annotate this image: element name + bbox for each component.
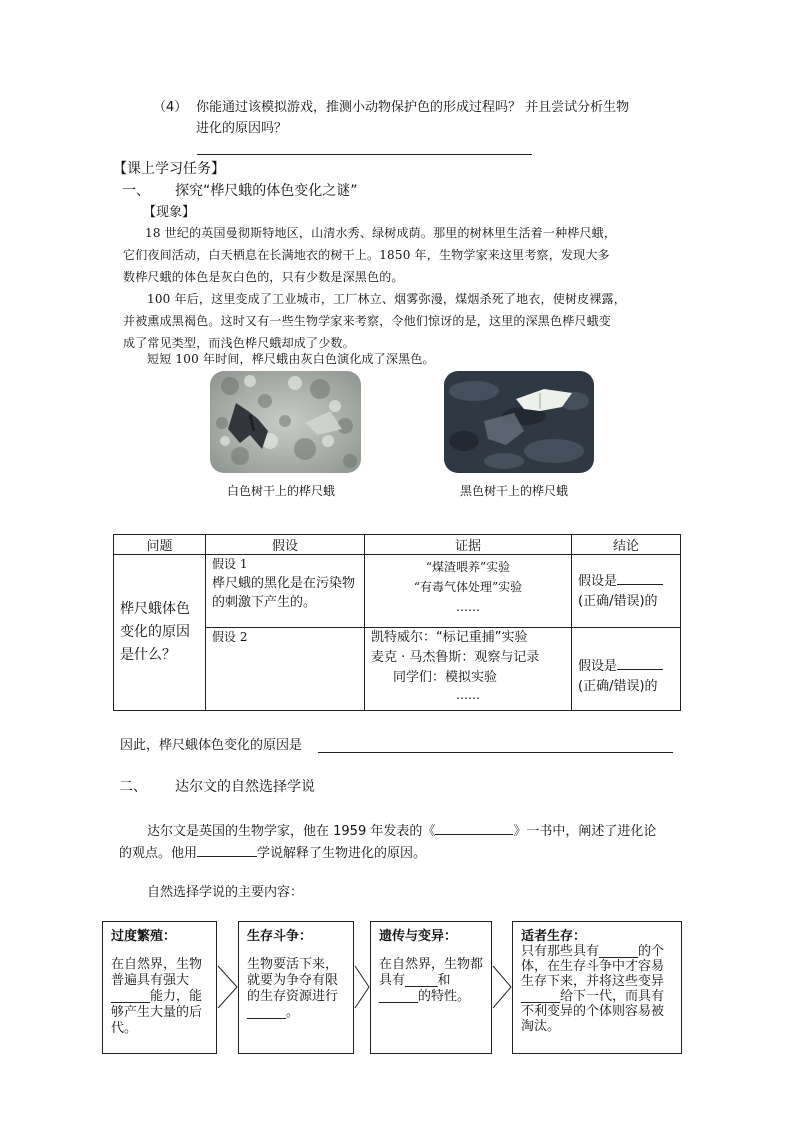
box-struggle xyxy=(238,921,354,1054)
evidence-item: 凯特威尔：“标记重捕”实验 xyxy=(371,630,528,645)
moth-on-white-trunk-photo xyxy=(210,371,361,473)
evidence-item: “有毒气体处理”实验 xyxy=(413,580,523,594)
header-conclusion: 结论 xyxy=(572,535,681,555)
box-body: 在自然界，生物都具有_____和______的特性。 xyxy=(379,957,484,1004)
darwin-text: 达尔文是英国的生物学家，他在 1959 年发表的《 xyxy=(147,824,436,839)
header-hypothesis: 假设 xyxy=(206,535,365,555)
hypothesis-2-cell xyxy=(206,628,365,711)
phenomenon-label: 【现象】 xyxy=(143,205,196,220)
box-title: 生存斗争： xyxy=(247,929,313,944)
conclusion-suffix: (正确/错误)的 xyxy=(578,594,658,609)
question-line-2: 进化的原因吗？ xyxy=(196,121,288,136)
theory-blank xyxy=(197,842,257,857)
arrow-right-icon xyxy=(217,965,239,1009)
box-body: 在自然界，生物普遍具有强大______能力，能够产生大量的后代。 xyxy=(111,957,203,1036)
section-2-title: 达尔文的自然选择学说 xyxy=(175,779,315,795)
darwin-paragraph-line-1 xyxy=(147,820,656,841)
question-cell: 桦尺蛾体色变化的原因是什么？ xyxy=(114,555,206,711)
para2-line: 100 年后，这里变成了工业城市，工厂林立、烟雾弥漫，煤烟杀死了地衣，使树皮裸露， xyxy=(147,292,626,306)
book-title-blank xyxy=(435,820,513,835)
conclusion-1-cell xyxy=(572,555,681,628)
question-number: （4） xyxy=(153,100,188,115)
main-content-label: 自然选择学说的主要内容： xyxy=(147,885,304,900)
box-title: 遗传与变异： xyxy=(379,929,458,944)
section-header: 【课上学习任务】 xyxy=(113,161,225,177)
therefore-blank xyxy=(318,752,673,753)
therefore-text: 因此，桦尺蛾体色变化的原因是 xyxy=(120,738,303,753)
caption-white-trunk: 白色树干上的桦尺蛾 xyxy=(227,484,336,498)
darwin-paragraph-line-2 xyxy=(119,842,426,863)
caption-black-trunk: 黑色树干上的桦尺蛾 xyxy=(460,484,569,498)
box-title: 过度繁殖： xyxy=(111,929,177,944)
header-evidence: 证据 xyxy=(365,535,572,555)
table-row xyxy=(114,555,681,628)
table-header-row xyxy=(114,535,681,555)
hypothesis-1-title: 假设 1 xyxy=(212,557,248,571)
section-1-number: 一、 xyxy=(122,183,150,199)
conclusion-2-cell xyxy=(572,628,681,711)
moth-on-black-trunk-photo xyxy=(444,371,594,473)
para2-line: 并被熏成黑褐色。这时又有一些生物学家来考察，令他们惊讶的是，这里的深黑色桦尺蛾变 xyxy=(123,314,612,328)
answer-line xyxy=(197,154,532,155)
question-line-1: 你能通过该模拟游戏，推测小动物保护色的形成过程吗？ 并且尝试分析生物 xyxy=(196,100,630,115)
box-heredity-variation xyxy=(370,921,492,1054)
section-2-number: 二、 xyxy=(119,779,147,795)
para1-line: 它们夜间活动，白天栖息在长满地衣的树干上。1850 年，生物学家来这里考察，发现大多 xyxy=(123,248,610,262)
header-question: 问题 xyxy=(114,535,206,555)
evidence-item: “煤渣喂养”实验 xyxy=(425,560,511,574)
conclusion-prefix: 假设是 xyxy=(578,659,618,674)
hypothesis-table xyxy=(113,534,681,711)
darwin-text: 的观点。他用 xyxy=(119,846,198,861)
hypothesis-2-title: 假设 2 xyxy=(212,630,248,644)
conclusion-prefix: 假设是 xyxy=(578,574,618,589)
para2-line: 成了常见类型，而浅色桦尺蛾却成了少数。 xyxy=(123,336,355,350)
box-title: 适者生存： xyxy=(521,929,587,944)
box-overproduction xyxy=(102,921,217,1054)
hypothesis-1-text: 桦尺蛾的黑化是在污染物的刺激下产生的。 xyxy=(212,576,356,610)
arrow-right-icon xyxy=(492,965,513,1009)
phenomenon-paragraph-3: 短短 100 年时间，桦尺蛾由灰白色演化成了深黑色。 xyxy=(147,352,435,366)
evidence-2-cell xyxy=(365,628,572,711)
para1-line: 数桦尺蛾的体色是灰白色的，只有少数是深黑色的。 xyxy=(123,270,404,284)
box-survival-of-fittest xyxy=(512,921,682,1054)
hypothesis-1-cell xyxy=(206,555,365,628)
evidence-item: 同学们：模拟实验 xyxy=(393,670,498,685)
box-body: 生物要活下来，就要为争夺有限的生存资源进行______。 xyxy=(247,957,339,1020)
evidence-item: …… xyxy=(456,688,480,702)
phenomenon-paragraph-2 xyxy=(123,288,683,354)
evidence-1-cell xyxy=(365,555,572,628)
arrow-right-icon xyxy=(354,965,371,1009)
conclusion-suffix: (正确/错误)的 xyxy=(578,679,658,694)
section-1-title: 探究“桦尺蛾的体色变化之谜” xyxy=(175,183,358,199)
evidence-item: …… xyxy=(456,600,480,614)
darwin-text: 学说解释了生物进化的原因。 xyxy=(257,846,427,861)
phenomenon-paragraph-1 xyxy=(123,222,683,288)
conclusion-blank xyxy=(617,655,663,670)
evidence-item: 麦克 · 马杰鲁斯：观察与记录 xyxy=(371,650,540,665)
darwin-text: 》一书中，阐述了进化论 xyxy=(513,824,657,839)
para1-line: 18 世纪的英国曼彻斯特地区，山清水秀、绿树成荫。那里的树林里生活着一种桦尺蛾， xyxy=(145,226,617,240)
box-body: 只有那些具有______的个体，在生存斗争中才容易生存下来，并将这些变异______给下一代，而具有不利变异的个体则容易被淘汰。 xyxy=(521,944,665,1034)
conclusion-blank xyxy=(617,570,663,585)
